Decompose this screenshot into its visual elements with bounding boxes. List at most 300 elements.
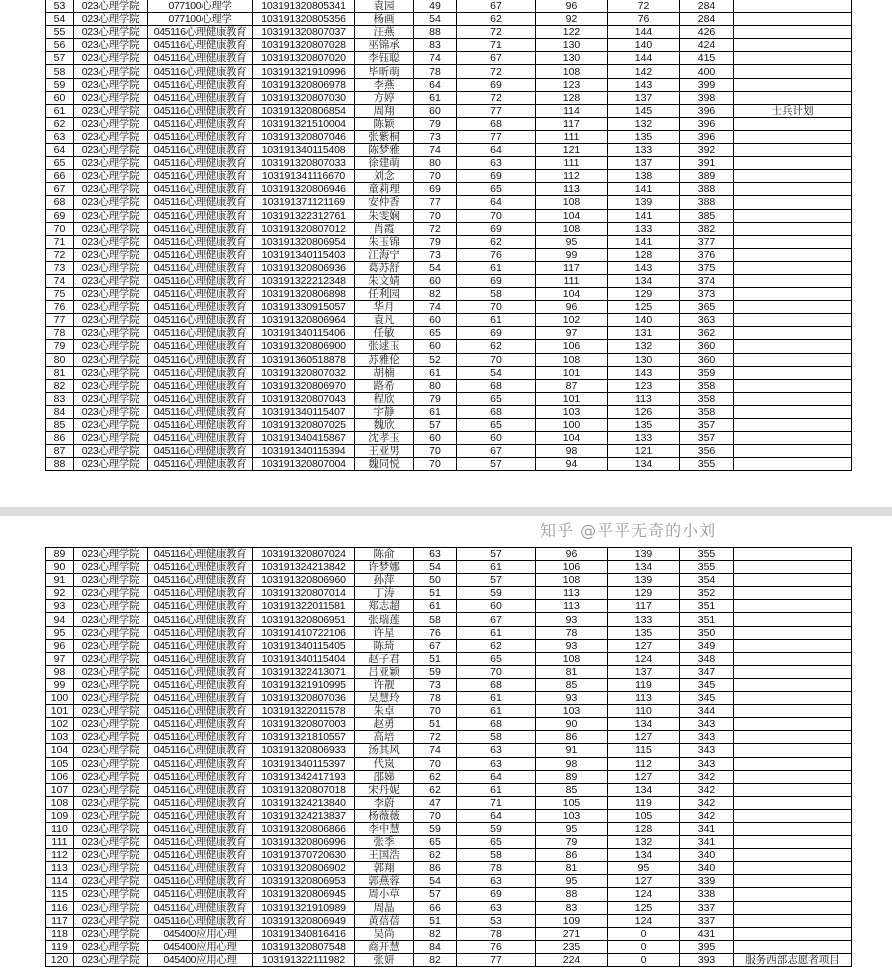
english-score-cell: 61 — [457, 705, 536, 718]
college-cell: 023心理学院 — [74, 445, 148, 458]
name-cell: 许靓 — [355, 678, 414, 691]
english-score-cell: 70 — [457, 665, 536, 678]
table-row — [46, 587, 852, 600]
major-cell: 045116心理健康教育 — [148, 209, 253, 222]
row-number-cell: 108 — [46, 796, 74, 809]
english-score-cell: 58 — [457, 731, 536, 744]
note-cell — [734, 261, 852, 274]
politics-score-cell: 54 — [414, 261, 457, 274]
subject1-score-cell: 113 — [536, 587, 608, 600]
subject2-score-cell: 134 — [608, 458, 680, 471]
english-score-cell: 62 — [457, 235, 536, 248]
total-score-cell: 377 — [680, 235, 734, 248]
row-number-cell: 53 — [46, 0, 74, 13]
row-number-cell: 93 — [46, 600, 74, 613]
college-cell: 023心理学院 — [74, 639, 148, 652]
major-cell: 045116心理健康教育 — [148, 849, 253, 862]
college-cell: 023心理学院 — [74, 626, 148, 639]
name-cell: 吕亚颖 — [355, 665, 414, 678]
major-cell: 045116心理健康教育 — [148, 91, 253, 104]
politics-score-cell: 65 — [414, 327, 457, 340]
college-cell: 023心理学院 — [74, 458, 148, 471]
total-score-cell: 360 — [680, 353, 734, 366]
name-cell: 程欣 — [355, 392, 414, 405]
row-number-cell: 66 — [46, 170, 74, 183]
english-score-cell: 63 — [457, 744, 536, 757]
total-score-cell: 341 — [680, 822, 734, 835]
candidate-id-cell: 103191340115403 — [253, 248, 355, 261]
candidate-id-cell: 103191320806949 — [253, 914, 355, 927]
subject1-score-cell: 98 — [536, 757, 608, 770]
candidate-id-cell: 103191340115406 — [253, 327, 355, 340]
subject2-score-cell: 124 — [608, 888, 680, 901]
candidate-id-cell: 103191340115405 — [253, 639, 355, 652]
subject1-score-cell: 113 — [536, 183, 608, 196]
table-row — [46, 170, 852, 183]
subject1-score-cell: 130 — [536, 39, 608, 52]
table-row — [46, 875, 852, 888]
note-cell — [734, 13, 852, 26]
subject1-score-cell: 101 — [536, 392, 608, 405]
candidate-id-cell: 103191340816416 — [253, 927, 355, 940]
english-score-cell: 67 — [457, 445, 536, 458]
politics-score-cell: 70 — [414, 170, 457, 183]
total-score-cell: 341 — [680, 836, 734, 849]
row-number-cell: 107 — [46, 783, 74, 796]
name-cell: 方婷 — [355, 91, 414, 104]
english-score-cell: 61 — [457, 626, 536, 639]
major-cell: 045116心理健康教育 — [148, 757, 253, 770]
candidate-id-cell: 103191320807036 — [253, 692, 355, 705]
note-cell — [734, 901, 852, 914]
english-score-cell: 57 — [457, 548, 536, 561]
row-number-cell: 87 — [46, 445, 74, 458]
table-row — [46, 379, 852, 392]
table-row — [46, 639, 852, 652]
note-cell — [734, 288, 852, 301]
table-row — [46, 705, 852, 718]
subject1-score-cell: 108 — [536, 222, 608, 235]
college-cell: 023心理学院 — [74, 327, 148, 340]
name-cell: 周小草 — [355, 888, 414, 901]
name-cell: 安仲香 — [355, 196, 414, 209]
table-row — [46, 901, 852, 914]
college-cell: 023心理学院 — [74, 39, 148, 52]
subject2-score-cell: 0 — [608, 927, 680, 940]
subject1-score-cell: 271 — [536, 927, 608, 940]
subject2-score-cell: 139 — [608, 548, 680, 561]
subject2-score-cell: 139 — [608, 196, 680, 209]
subject2-score-cell: 119 — [608, 678, 680, 691]
row-number-cell: 97 — [46, 652, 74, 665]
table-row — [46, 796, 852, 809]
name-cell: 魏欣 — [355, 419, 414, 432]
name-cell: 许梦娜 — [355, 561, 414, 574]
english-score-cell: 69 — [457, 222, 536, 235]
row-number-cell: 117 — [46, 914, 74, 927]
major-cell: 045116心理健康教育 — [148, 104, 253, 117]
note-cell — [734, 783, 852, 796]
document-page-2 — [0, 516, 892, 968]
politics-score-cell: 57 — [414, 888, 457, 901]
politics-score-cell: 59 — [414, 665, 457, 678]
name-cell: 江海宁 — [355, 248, 414, 261]
major-cell: 045400应用心理 — [148, 940, 253, 953]
college-cell: 023心理学院 — [74, 104, 148, 117]
row-number-cell: 82 — [46, 379, 74, 392]
subject2-score-cell: 132 — [608, 117, 680, 130]
subject1-score-cell: 85 — [536, 678, 608, 691]
name-cell: 商开慧 — [355, 940, 414, 953]
row-number-cell: 63 — [46, 130, 74, 143]
candidate-id-cell: 103191320806996 — [253, 836, 355, 849]
candidate-id-cell: 103191320807033 — [253, 157, 355, 170]
candidate-id-cell: 103191320806970 — [253, 379, 355, 392]
candidate-id-cell: 103191320807012 — [253, 222, 355, 235]
candidate-id-cell: 103191320807003 — [253, 718, 355, 731]
name-cell: 袁凡 — [355, 314, 414, 327]
table-row — [46, 104, 852, 117]
note-cell — [734, 419, 852, 432]
english-score-cell: 67 — [457, 52, 536, 65]
politics-score-cell: 51 — [414, 587, 457, 600]
candidate-id-cell: 103191320807025 — [253, 419, 355, 432]
major-cell: 045116心理健康教育 — [148, 78, 253, 91]
english-score-cell: 63 — [457, 157, 536, 170]
subject2-score-cell: 124 — [608, 914, 680, 927]
subject2-score-cell: 110 — [608, 705, 680, 718]
candidate-id-cell: 103191322111982 — [253, 953, 355, 966]
candidate-id-cell: 103191320806866 — [253, 822, 355, 835]
politics-score-cell: 72 — [414, 222, 457, 235]
table-row — [46, 770, 852, 783]
politics-score-cell: 60 — [414, 104, 457, 117]
total-score-cell: 343 — [680, 731, 734, 744]
major-cell: 045116心理健康教育 — [148, 574, 253, 587]
row-number-cell: 85 — [46, 419, 74, 432]
total-score-cell: 340 — [680, 849, 734, 862]
subject1-score-cell: 85 — [536, 783, 608, 796]
row-number-cell: 109 — [46, 809, 74, 822]
college-cell: 023心理学院 — [74, 953, 148, 966]
subject2-score-cell: 135 — [608, 130, 680, 143]
row-number-cell: 54 — [46, 13, 74, 26]
subject1-score-cell: 106 — [536, 340, 608, 353]
college-cell: 023心理学院 — [74, 770, 148, 783]
note-cell — [734, 678, 852, 691]
table-row — [46, 445, 852, 458]
major-cell: 045400应用心理 — [148, 953, 253, 966]
note-cell — [734, 626, 852, 639]
politics-score-cell: 70 — [414, 209, 457, 222]
subject2-score-cell: 113 — [608, 392, 680, 405]
candidate-id-cell: 103191322011581 — [253, 600, 355, 613]
english-score-cell: 65 — [457, 183, 536, 196]
politics-score-cell: 61 — [414, 600, 457, 613]
subject1-score-cell: 108 — [536, 353, 608, 366]
total-score-cell: 358 — [680, 379, 734, 392]
name-cell: 华月 — [355, 301, 414, 314]
candidate-id-cell: 103191360518878 — [253, 353, 355, 366]
subject2-score-cell: 129 — [608, 587, 680, 600]
major-cell: 045116心理健康教育 — [148, 222, 253, 235]
name-cell: 陈颖 — [355, 117, 414, 130]
english-score-cell: 61 — [457, 314, 536, 327]
major-cell: 045116心理健康教育 — [148, 888, 253, 901]
name-cell: 高培 — [355, 731, 414, 744]
total-score-cell: 344 — [680, 705, 734, 718]
candidate-id-cell: 103191320806946 — [253, 183, 355, 196]
name-cell: 朱卓 — [355, 705, 414, 718]
major-cell: 045116心理健康教育 — [148, 809, 253, 822]
subject2-score-cell: 133 — [608, 144, 680, 157]
table-row — [46, 117, 852, 130]
subject1-score-cell: 100 — [536, 419, 608, 432]
major-cell: 045116心理健康教育 — [148, 822, 253, 835]
total-score-cell: 348 — [680, 652, 734, 665]
total-score-cell: 284 — [680, 13, 734, 26]
college-cell: 023心理学院 — [74, 600, 148, 613]
row-number-cell: 64 — [46, 144, 74, 157]
note-cell — [734, 600, 852, 613]
note-cell — [734, 301, 852, 314]
subject1-score-cell: 121 — [536, 144, 608, 157]
college-cell: 023心理学院 — [74, 209, 148, 222]
college-cell: 023心理学院 — [74, 757, 148, 770]
politics-score-cell: 64 — [414, 78, 457, 91]
table-row — [46, 940, 852, 953]
college-cell: 023心理学院 — [74, 796, 148, 809]
english-score-cell: 65 — [457, 652, 536, 665]
college-cell: 023心理学院 — [74, 117, 148, 130]
total-score-cell: 338 — [680, 888, 734, 901]
name-cell: 魏同悦 — [355, 458, 414, 471]
subject2-score-cell: 117 — [608, 600, 680, 613]
college-cell: 023心理学院 — [74, 353, 148, 366]
total-score-cell: 343 — [680, 744, 734, 757]
candidate-id-cell: 103191320807004 — [253, 458, 355, 471]
subject2-score-cell: 124 — [608, 652, 680, 665]
subject1-score-cell: 104 — [536, 288, 608, 301]
table-row — [46, 91, 852, 104]
candidate-id-cell: 103191320806951 — [253, 613, 355, 626]
name-cell: 任利园 — [355, 288, 414, 301]
name-cell: 赵子君 — [355, 652, 414, 665]
subject2-score-cell: 134 — [608, 849, 680, 862]
name-cell: 周晶 — [355, 901, 414, 914]
name-cell: 毕昕萌 — [355, 65, 414, 78]
english-score-cell: 64 — [457, 196, 536, 209]
subject1-score-cell: 81 — [536, 862, 608, 875]
english-score-cell: 72 — [457, 26, 536, 39]
table-row — [46, 52, 852, 65]
candidate-id-cell: 103191320806900 — [253, 340, 355, 353]
major-cell: 045116心理健康教育 — [148, 261, 253, 274]
name-cell: 徐建萌 — [355, 157, 414, 170]
major-cell: 045116心理健康教育 — [148, 744, 253, 757]
politics-score-cell: 80 — [414, 379, 457, 392]
english-score-cell: 72 — [457, 65, 536, 78]
subject2-score-cell: 139 — [608, 574, 680, 587]
politics-score-cell: 74 — [414, 52, 457, 65]
total-score-cell: 396 — [680, 117, 734, 130]
politics-score-cell: 65 — [414, 836, 457, 849]
note-cell — [734, 65, 852, 78]
name-cell: 邵娣 — [355, 770, 414, 783]
candidate-id-cell: 103191340115404 — [253, 652, 355, 665]
subject1-score-cell: 109 — [536, 914, 608, 927]
politics-score-cell: 54 — [414, 561, 457, 574]
row-number-cell: 65 — [46, 157, 74, 170]
name-cell: 张季 — [355, 836, 414, 849]
total-score-cell: 373 — [680, 288, 734, 301]
row-number-cell: 69 — [46, 209, 74, 222]
english-score-cell: 61 — [457, 692, 536, 705]
major-cell: 045116心理健康教育 — [148, 613, 253, 626]
total-score-cell: 342 — [680, 796, 734, 809]
subject2-score-cell: 112 — [608, 757, 680, 770]
politics-score-cell: 60 — [414, 274, 457, 287]
candidate-id-cell: 103191320807014 — [253, 587, 355, 600]
total-score-cell: 393 — [680, 953, 734, 966]
major-cell: 077100心理学 — [148, 0, 253, 13]
total-score-cell: 339 — [680, 875, 734, 888]
candidate-id-cell: 103191330915057 — [253, 301, 355, 314]
major-cell: 045116心理健康教育 — [148, 288, 253, 301]
english-score-cell: 57 — [457, 574, 536, 587]
subject2-score-cell: 0 — [608, 940, 680, 953]
candidate-id-cell: 103191324213840 — [253, 796, 355, 809]
row-number-cell: 77 — [46, 314, 74, 327]
table-row — [46, 222, 852, 235]
subject1-score-cell: 89 — [536, 770, 608, 783]
note-cell — [734, 26, 852, 39]
total-score-cell: 357 — [680, 432, 734, 445]
english-score-cell: 68 — [457, 678, 536, 691]
subject1-score-cell: 93 — [536, 692, 608, 705]
table-row — [46, 953, 852, 966]
table-row — [46, 274, 852, 287]
table-row — [46, 39, 852, 52]
english-score-cell: 69 — [457, 78, 536, 91]
english-score-cell: 58 — [457, 849, 536, 862]
subject2-score-cell: 135 — [608, 419, 680, 432]
subject1-score-cell: 103 — [536, 809, 608, 822]
politics-score-cell: 70 — [414, 757, 457, 770]
major-cell: 045116心理健康教育 — [148, 366, 253, 379]
college-cell: 023心理学院 — [74, 248, 148, 261]
subject2-score-cell: 76 — [608, 13, 680, 26]
candidate-id-cell: 103191320807018 — [253, 783, 355, 796]
watermark: 知乎 @平平无奇的小刘 — [540, 521, 717, 540]
note-cell — [734, 574, 852, 587]
table-row — [46, 235, 852, 248]
college-cell: 023心理学院 — [74, 574, 148, 587]
politics-score-cell: 84 — [414, 940, 457, 953]
row-number-cell: 74 — [46, 274, 74, 287]
note-cell — [734, 665, 852, 678]
subject2-score-cell: 143 — [608, 366, 680, 379]
college-cell: 023心理学院 — [74, 52, 148, 65]
english-score-cell: 53 — [457, 914, 536, 927]
english-score-cell: 64 — [457, 770, 536, 783]
note-cell — [734, 458, 852, 471]
english-score-cell: 77 — [457, 104, 536, 117]
subject1-score-cell: 79 — [536, 836, 608, 849]
college-cell: 023心理学院 — [74, 288, 148, 301]
subject1-score-cell: 235 — [536, 940, 608, 953]
subject1-score-cell: 87 — [536, 379, 608, 392]
major-cell: 045116心理健康教育 — [148, 379, 253, 392]
college-cell: 023心理学院 — [74, 91, 148, 104]
politics-score-cell: 80 — [414, 157, 457, 170]
english-score-cell: 59 — [457, 822, 536, 835]
row-number-cell: 95 — [46, 626, 74, 639]
candidate-id-cell: 103191320806902 — [253, 862, 355, 875]
name-cell: 巫锦承 — [355, 39, 414, 52]
subject1-score-cell: 106 — [536, 561, 608, 574]
row-number-cell: 56 — [46, 39, 74, 52]
total-score-cell: 351 — [680, 600, 734, 613]
total-score-cell: 400 — [680, 65, 734, 78]
english-score-cell: 67 — [457, 613, 536, 626]
politics-score-cell: 61 — [414, 91, 457, 104]
total-score-cell: 388 — [680, 183, 734, 196]
table-row — [46, 432, 852, 445]
total-score-cell: 415 — [680, 52, 734, 65]
subject2-score-cell: 135 — [608, 626, 680, 639]
total-score-cell: 398 — [680, 91, 734, 104]
candidate-id-cell: 103191321910996 — [253, 65, 355, 78]
name-cell: 路希 — [355, 379, 414, 392]
candidate-id-cell: 103191320807028 — [253, 39, 355, 52]
table-row — [46, 548, 852, 561]
note-cell — [734, 888, 852, 901]
major-cell: 045116心理健康教育 — [148, 445, 253, 458]
subject2-score-cell: 134 — [608, 718, 680, 731]
subject2-score-cell: 95 — [608, 862, 680, 875]
politics-score-cell: 57 — [414, 419, 457, 432]
table-row — [46, 678, 852, 691]
subject1-score-cell: 93 — [536, 639, 608, 652]
college-cell: 023心理学院 — [74, 392, 148, 405]
english-score-cell: 62 — [457, 639, 536, 652]
major-cell: 045116心理健康教育 — [148, 235, 253, 248]
college-cell: 023心理学院 — [74, 849, 148, 862]
total-score-cell: 363 — [680, 314, 734, 327]
college-cell: 023心理学院 — [74, 678, 148, 691]
english-score-cell: 62 — [457, 340, 536, 353]
total-score-cell: 337 — [680, 901, 734, 914]
english-score-cell: 71 — [457, 796, 536, 809]
note-cell — [734, 366, 852, 379]
subject2-score-cell: 125 — [608, 901, 680, 914]
college-cell: 023心理学院 — [74, 170, 148, 183]
row-number-cell: 112 — [46, 849, 74, 862]
table-row — [46, 0, 852, 13]
subject1-score-cell: 96 — [536, 301, 608, 314]
total-score-cell: 343 — [680, 718, 734, 731]
candidate-id-cell: 103191370720630 — [253, 849, 355, 862]
name-cell: 李蔚 — [355, 796, 414, 809]
college-cell: 023心理学院 — [74, 613, 148, 626]
candidate-id-cell: 103191320807032 — [253, 366, 355, 379]
politics-score-cell: 74 — [414, 144, 457, 157]
politics-score-cell: 61 — [414, 405, 457, 418]
english-score-cell: 63 — [457, 757, 536, 770]
subject2-score-cell: 133 — [608, 613, 680, 626]
candidate-id-cell: 103191321510004 — [253, 117, 355, 130]
